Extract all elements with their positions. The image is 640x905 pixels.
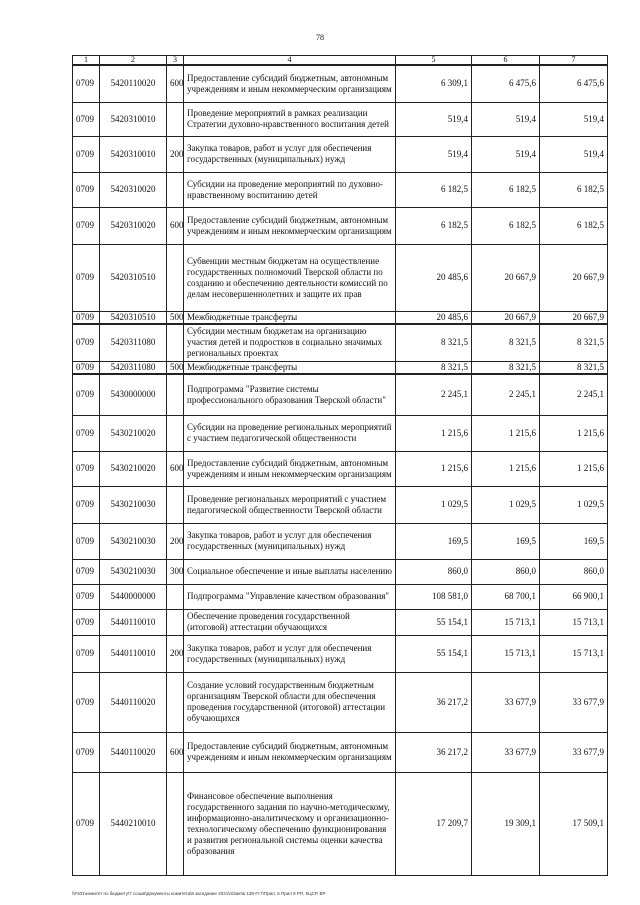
table-row <box>73 362 608 375</box>
description-cell: Субсидии на проведение мероприятий по духовно-нравственному воспитанию детей <box>184 172 396 207</box>
amount-2023-cell: 860,0 <box>540 559 608 584</box>
section-cell: 0709 <box>73 415 100 451</box>
code-cell: 5420310010 <box>100 102 167 136</box>
section-cell: 0709 <box>73 486 100 523</box>
table-row <box>73 136 608 172</box>
code-cell: 5430210020 <box>100 415 167 451</box>
amount-2022-cell: 2 245,1 <box>472 374 540 415</box>
expense-type-cell: 600 <box>167 451 184 486</box>
description-cell: Создание условий государственным бюджетным организациям Тверской области для обеспечения проведения государственной (итоговой) аттестации обучающихся <box>184 672 396 732</box>
description-cell: Предоставление субсидий бюджетным, автономным учреждениям и иным некоммерческим организациям <box>184 732 396 772</box>
amount-2021-cell: 8 321,5 <box>396 362 472 375</box>
description-cell: Проведение региональных мероприятий с участием педагогической общественности Тверской области <box>184 486 396 523</box>
expense-type-cell <box>167 584 184 609</box>
code-cell: 5420311080 <box>100 324 167 362</box>
table-row <box>73 311 608 324</box>
column-header: 4 <box>184 56 396 66</box>
section-cell: 0709 <box>73 732 100 772</box>
amount-2023-cell: 15 713,1 <box>540 609 608 635</box>
table-row <box>73 451 608 486</box>
amount-2022-cell: 20 667,9 <box>472 244 540 311</box>
table-row <box>73 584 608 609</box>
amount-2021-cell: 36 217,2 <box>396 732 472 772</box>
section-cell: 0709 <box>73 324 100 362</box>
amount-2021-cell: 519,4 <box>396 136 472 172</box>
table-row <box>73 609 608 635</box>
table-row <box>73 559 608 584</box>
amount-2022-cell: 519,4 <box>472 136 540 172</box>
amount-2021-cell: 55 154,1 <box>396 609 472 635</box>
section-cell: 0709 <box>73 559 100 584</box>
description-cell: Предоставление субсидий бюджетным, автономным учреждениям и иным некоммерческим организациям <box>184 451 396 486</box>
amount-2021-cell: 55 154,1 <box>396 635 472 672</box>
column-header: 2 <box>100 56 167 66</box>
code-cell: 5420310010 <box>100 136 167 172</box>
section-cell: 0709 <box>73 244 100 311</box>
amount-2023-cell: 2 245,1 <box>540 374 608 415</box>
file-path-footer: \\Fs01\комитет по бюджету\7 созыв\Документы комитета\8 заседание 2021\п\Зак№ 139-П-7\Прил. 5 Прил 8 РП, КЦСР, ВР <box>72 891 326 896</box>
amount-2023-cell: 519,4 <box>540 136 608 172</box>
description-cell: Предоставление субсидий бюджетным, автономным учреждениям и иным некоммерческим организациям <box>184 65 396 102</box>
amount-2022-cell: 8 321,5 <box>472 324 540 362</box>
amount-2021-cell: 6 182,5 <box>396 207 472 244</box>
amount-2023-cell: 6 182,5 <box>540 207 608 244</box>
description-cell: Субсидии на проведение региональных мероприятий с участием педагогической общественности <box>184 415 396 451</box>
code-cell: 5440000000 <box>100 584 167 609</box>
section-cell: 0709 <box>73 65 100 102</box>
amount-2021-cell: 20 485,6 <box>396 244 472 311</box>
budget-table <box>72 55 608 876</box>
amount-2021-cell: 20 485,6 <box>396 311 472 324</box>
section-cell: 0709 <box>73 207 100 244</box>
section-cell: 0709 <box>73 772 100 875</box>
description-cell: Закупка товаров, работ и услуг для обеспечения государственных (муниципальных) нужд <box>184 136 396 172</box>
amount-2023-cell: 1 029,5 <box>540 486 608 523</box>
expense-type-cell: 200 <box>167 635 184 672</box>
section-cell: 0709 <box>73 172 100 207</box>
amount-2022-cell: 169,5 <box>472 523 540 559</box>
description-cell: Межбюджетные трансферты <box>184 311 396 324</box>
amount-2022-cell: 1 029,5 <box>472 486 540 523</box>
amount-2021-cell: 1 215,6 <box>396 415 472 451</box>
code-cell: 5430000000 <box>100 374 167 415</box>
expense-type-cell: 600 <box>167 732 184 772</box>
section-cell: 0709 <box>73 451 100 486</box>
section-cell: 0709 <box>73 635 100 672</box>
code-cell: 5440110020 <box>100 732 167 772</box>
description-cell: Финансовое обеспечение выполнения государственного задания по научно-методическому, информационно-аналитическому и организационно-технологическому обеспечению функционирования и развития региональной системы оценки качества образования <box>184 772 396 875</box>
expense-type-cell <box>167 172 184 207</box>
amount-2022-cell: 20 667,9 <box>472 311 540 324</box>
amount-2021-cell: 519,4 <box>396 102 472 136</box>
table-row <box>73 207 608 244</box>
expense-type-cell: 300 <box>167 559 184 584</box>
amount-2022-cell: 15 713,1 <box>472 609 540 635</box>
code-cell: 5420310020 <box>100 207 167 244</box>
code-cell: 5430210020 <box>100 451 167 486</box>
amount-2023-cell: 6 182,5 <box>540 172 608 207</box>
code-cell: 5430210030 <box>100 486 167 523</box>
amount-2021-cell: 1 215,6 <box>396 451 472 486</box>
amount-2021-cell: 6 309,1 <box>396 65 472 102</box>
amount-2021-cell: 17 209,7 <box>396 772 472 875</box>
code-cell: 5440110010 <box>100 609 167 635</box>
amount-2023-cell: 17 509,1 <box>540 772 608 875</box>
column-header: 3 <box>167 56 184 66</box>
table-row <box>73 244 608 311</box>
expense-type-cell <box>167 374 184 415</box>
expense-type-cell: 600 <box>167 65 184 102</box>
section-cell: 0709 <box>73 136 100 172</box>
section-cell: 0709 <box>73 311 100 324</box>
code-cell: 5420310510 <box>100 244 167 311</box>
amount-2023-cell: 1 215,6 <box>540 451 608 486</box>
amount-2022-cell: 1 215,6 <box>472 415 540 451</box>
expense-type-cell: 500 <box>167 362 184 375</box>
code-cell: 5420310020 <box>100 172 167 207</box>
expense-type-cell: 600 <box>167 207 184 244</box>
code-cell: 5440110020 <box>100 672 167 732</box>
code-cell: 5430210030 <box>100 523 167 559</box>
amount-2023-cell: 15 713,1 <box>540 635 608 672</box>
table-row <box>73 415 608 451</box>
section-cell: 0709 <box>73 584 100 609</box>
amount-2022-cell: 8 321,5 <box>472 362 540 375</box>
amount-2023-cell: 33 677,9 <box>540 672 608 732</box>
table-row <box>73 772 608 875</box>
amount-2023-cell: 8 321,5 <box>540 362 608 375</box>
section-cell: 0709 <box>73 102 100 136</box>
code-cell: 5420311080 <box>100 362 167 375</box>
amount-2023-cell: 169,5 <box>540 523 608 559</box>
expense-type-cell <box>167 772 184 875</box>
amount-2022-cell: 15 713,1 <box>472 635 540 672</box>
amount-2022-cell: 6 182,5 <box>472 207 540 244</box>
amount-2023-cell: 20 667,9 <box>540 244 608 311</box>
table-row <box>73 102 608 136</box>
column-header: 5 <box>396 56 472 66</box>
table-row <box>73 374 608 415</box>
expense-type-cell <box>167 672 184 732</box>
expense-type-cell <box>167 415 184 451</box>
amount-2021-cell: 8 321,5 <box>396 324 472 362</box>
amount-2023-cell: 6 475,6 <box>540 65 608 102</box>
description-cell: Субсидии местным бюджетам на организацию участия детей и подростков в социально значимых региональных проектах <box>184 324 396 362</box>
table-row <box>73 486 608 523</box>
description-cell: Проведение мероприятий в рамках реализации Стратегии духовно-нравственного воспитания детей <box>184 102 396 136</box>
expense-type-cell <box>167 486 184 523</box>
section-cell: 0709 <box>73 523 100 559</box>
amount-2022-cell: 519,4 <box>472 102 540 136</box>
amount-2023-cell: 33 677,9 <box>540 732 608 772</box>
table-row <box>73 672 608 732</box>
section-cell: 0709 <box>73 374 100 415</box>
table-row <box>73 65 608 102</box>
section-cell: 0709 <box>73 609 100 635</box>
description-cell: Подпрограмма "Управление качеством образования" <box>184 584 396 609</box>
description-cell: Предоставление субсидий бюджетным, автономным учреждениям и иным некоммерческим организациям <box>184 207 396 244</box>
column-header: 1 <box>73 56 100 66</box>
table-row <box>73 635 608 672</box>
column-header: 6 <box>472 56 540 66</box>
page-number: 78 <box>316 33 324 42</box>
amount-2022-cell: 33 677,9 <box>472 732 540 772</box>
code-cell: 5440210010 <box>100 772 167 875</box>
amount-2022-cell: 6 182,5 <box>472 172 540 207</box>
description-cell: Обеспечение проведения государственной (итоговой) аттестации обучающихся <box>184 609 396 635</box>
amount-2022-cell: 860,0 <box>472 559 540 584</box>
amount-2022-cell: 1 215,6 <box>472 451 540 486</box>
amount-2021-cell: 36 217,2 <box>396 672 472 732</box>
expense-type-cell: 500 <box>167 311 184 324</box>
code-cell: 5440110010 <box>100 635 167 672</box>
amount-2023-cell: 20 667,9 <box>540 311 608 324</box>
expense-type-cell <box>167 244 184 311</box>
header-row <box>73 56 608 66</box>
amount-2021-cell: 2 245,1 <box>396 374 472 415</box>
column-header: 7 <box>540 56 608 66</box>
expense-type-cell: 200 <box>167 136 184 172</box>
description-cell: Закупка товаров, работ и услуг для обеспечения государственных (муниципальных) нужд <box>184 635 396 672</box>
description-cell: Социальное обеспечение и иные выплаты населению <box>184 559 396 584</box>
description-cell: Субвенции местным бюджетам на осуществление государственных полномочий Тверской области по созданию и обеспечению деятельности комиссий по делам несовершеннолетних и защите их прав <box>184 244 396 311</box>
amount-2021-cell: 860,0 <box>396 559 472 584</box>
table-row <box>73 172 608 207</box>
description-cell: Подпрограмма "Развитие системы профессионального образования Тверской области" <box>184 374 396 415</box>
code-cell: 5430210030 <box>100 559 167 584</box>
table-row <box>73 324 608 362</box>
amount-2023-cell: 1 215,6 <box>540 415 608 451</box>
amount-2022-cell: 33 677,9 <box>472 672 540 732</box>
expense-type-cell <box>167 609 184 635</box>
expense-type-cell <box>167 102 184 136</box>
code-cell: 5420110020 <box>100 65 167 102</box>
amount-2023-cell: 66 900,1 <box>540 584 608 609</box>
amount-2021-cell: 108 581,0 <box>396 584 472 609</box>
amount-2021-cell: 6 182,5 <box>396 172 472 207</box>
code-cell: 5420310510 <box>100 311 167 324</box>
amount-2022-cell: 68 700,1 <box>472 584 540 609</box>
amount-2021-cell: 169,5 <box>396 523 472 559</box>
table-row <box>73 732 608 772</box>
description-cell: Межбюджетные трансферты <box>184 362 396 375</box>
amount-2023-cell: 519,4 <box>540 102 608 136</box>
amount-2022-cell: 6 475,6 <box>472 65 540 102</box>
amount-2023-cell: 8 321,5 <box>540 324 608 362</box>
amount-2021-cell: 1 029,5 <box>396 486 472 523</box>
amount-2022-cell: 19 309,1 <box>472 772 540 875</box>
table-row <box>73 523 608 559</box>
section-cell: 0709 <box>73 672 100 732</box>
description-cell: Закупка товаров, работ и услуг для обеспечения государственных (муниципальных) нужд <box>184 523 396 559</box>
expense-type-cell: 200 <box>167 523 184 559</box>
section-cell: 0709 <box>73 362 100 375</box>
expense-type-cell <box>167 324 184 362</box>
